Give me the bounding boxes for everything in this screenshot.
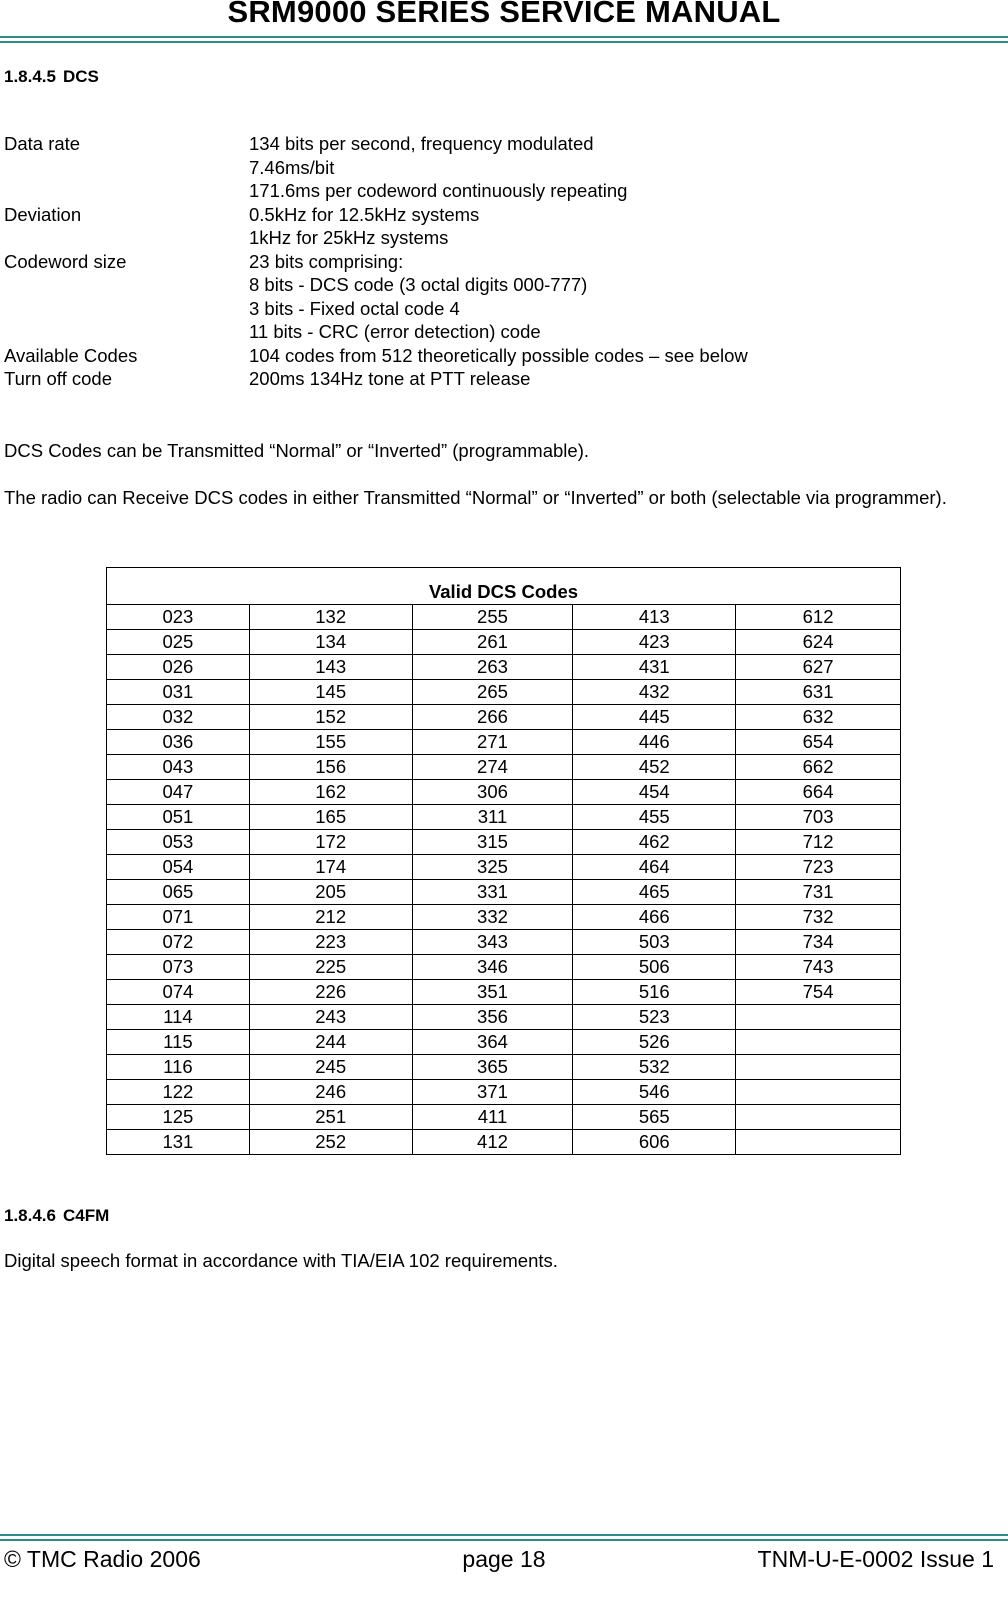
table-cell: 432	[573, 680, 736, 705]
table-row	[107, 680, 901, 705]
table-row	[107, 730, 901, 755]
table-cell: 245	[249, 1055, 412, 1080]
table-row	[107, 980, 901, 1005]
section-heading-dcs	[4, 67, 99, 87]
table-cell: 356	[412, 1005, 573, 1030]
table-cell: 223	[249, 930, 412, 955]
table-cell: 072	[107, 930, 250, 955]
table-cell: 115	[107, 1030, 250, 1055]
table-cell: 132	[249, 605, 412, 630]
table-cell: 364	[412, 1030, 573, 1055]
table-row	[107, 905, 901, 930]
table-cell: 174	[249, 855, 412, 880]
table-cell: 632	[736, 705, 901, 730]
table-row	[107, 830, 901, 855]
spec-value: 23 bits comprising:	[249, 250, 404, 272]
table-row	[107, 605, 901, 630]
table-cell: 343	[412, 930, 573, 955]
table-cell: 466	[573, 905, 736, 930]
table-cell: 134	[249, 630, 412, 655]
table-cell: 664	[736, 780, 901, 805]
table-cell: 365	[412, 1055, 573, 1080]
table-row	[107, 930, 901, 955]
table-cell: 332	[412, 905, 573, 930]
spec-label-available-codes: Available Codes	[4, 344, 138, 366]
table-cell: 523	[573, 1005, 736, 1030]
table-cell: 731	[736, 880, 901, 905]
table-row	[107, 880, 901, 905]
table-cell: 546	[573, 1080, 736, 1105]
table-cell: 145	[249, 680, 412, 705]
table-cell: 516	[573, 980, 736, 1005]
table-cell: 413	[573, 605, 736, 630]
table-cell: 734	[736, 930, 901, 955]
table-cell: 261	[412, 630, 573, 655]
valid-dcs-codes-table	[106, 567, 901, 1155]
table-cell: 423	[573, 630, 736, 655]
spec-value: 7.46ms/bit	[249, 156, 335, 178]
table-cell: 712	[736, 830, 901, 855]
table-row	[107, 1130, 901, 1155]
table-cell: 462	[573, 830, 736, 855]
spec-value: 11 bits - CRC (error detection) code	[249, 321, 541, 342]
table-cell: 311	[412, 805, 573, 830]
table-cell: 071	[107, 905, 250, 930]
table-cell: 047	[107, 780, 250, 805]
table-cell: 464	[573, 855, 736, 880]
table-cell: 053	[107, 830, 250, 855]
table-cell: 073	[107, 955, 250, 980]
table-cell: 116	[107, 1055, 250, 1080]
footer-rule-top	[0, 1534, 1008, 1536]
table-row	[107, 705, 901, 730]
table-row	[107, 755, 901, 780]
table-cell: 244	[249, 1030, 412, 1055]
table-cell: 723	[736, 855, 901, 880]
table-body	[107, 605, 901, 1155]
table-cell: 162	[249, 780, 412, 805]
table-row	[107, 1030, 901, 1055]
table-cell: 036	[107, 730, 250, 755]
table-cell: 306	[412, 780, 573, 805]
table-cell: 662	[736, 755, 901, 780]
table-cell: 565	[573, 1105, 736, 1130]
spec-label-data-rate: Data rate	[4, 133, 81, 154]
section-number: 1.8.4.5	[4, 67, 56, 86]
header-rule-bottom	[0, 41, 1008, 43]
table-cell	[736, 1080, 901, 1105]
table-cell: 125	[107, 1105, 250, 1130]
table-cell: 612	[736, 605, 901, 630]
table-cell: 122	[107, 1080, 250, 1105]
table-cell: 026	[107, 655, 250, 680]
table-cell: 371	[412, 1080, 573, 1105]
table-cell: 532	[573, 1055, 736, 1080]
table-cell: 446	[573, 730, 736, 755]
table-cell: 051	[107, 805, 250, 830]
spec-value: 0.5kHz for 12.5kHz systems	[249, 203, 480, 225]
table-cell: 754	[736, 980, 901, 1005]
table-cell: 732	[736, 905, 901, 930]
table-cell: 156	[249, 755, 412, 780]
table-cell: 411	[412, 1105, 573, 1130]
table-cell	[736, 1030, 901, 1055]
table-cell: 172	[249, 830, 412, 855]
spec-label-codeword-size: Codeword size	[4, 250, 127, 272]
table-row	[107, 1080, 901, 1105]
table-cell	[736, 1005, 901, 1030]
table-cell: 506	[573, 955, 736, 980]
table-cell: 452	[573, 755, 736, 780]
table-cell: 331	[412, 880, 573, 905]
footer-page-number: page 18	[462, 1546, 546, 1572]
footer-copyright: © TMC Radio 2006	[4, 1546, 201, 1572]
table-cell: 455	[573, 805, 736, 830]
table-cell: 205	[249, 880, 412, 905]
table-cell: 351	[412, 980, 573, 1005]
table-caption: Valid DCS Codes	[107, 568, 901, 605]
section-title: DCS	[63, 67, 99, 86]
section-title: C4FM	[63, 1206, 110, 1225]
spec-value: 200ms 134Hz tone at PTT release	[249, 368, 531, 389]
table-row	[107, 1055, 901, 1080]
table-cell: 025	[107, 630, 250, 655]
table-cell: 212	[249, 905, 412, 930]
spec-value: 134 bits per second, frequency modulated	[249, 133, 594, 154]
table-row	[107, 855, 901, 880]
footer-document-id: TNM-U-E-0002 Issue 1	[757, 1546, 994, 1572]
table-cell: 023	[107, 605, 250, 630]
table-cell: 631	[736, 680, 901, 705]
table-cell: 131	[107, 1130, 250, 1155]
table-cell: 074	[107, 980, 250, 1005]
spec-value: 104 codes from 512 theoretically possible codes – see below	[249, 344, 748, 366]
table-cell: 743	[736, 955, 901, 980]
table-cell: 054	[107, 855, 250, 880]
table-cell: 251	[249, 1105, 412, 1130]
table-cell: 243	[249, 1005, 412, 1030]
table-cell: 271	[412, 730, 573, 755]
table-cell: 274	[412, 755, 573, 780]
table-cell: 265	[412, 680, 573, 705]
table-cell: 246	[249, 1080, 412, 1105]
table-cell: 031	[107, 680, 250, 705]
table-cell: 325	[412, 855, 573, 880]
table-cell: 526	[573, 1030, 736, 1055]
table-cell	[736, 1055, 901, 1080]
table-cell: 266	[412, 705, 573, 730]
header-rule-top	[0, 36, 1008, 38]
spec-label-deviation: Deviation	[4, 203, 82, 225]
table-cell: 445	[573, 705, 736, 730]
table-cell: 263	[412, 655, 573, 680]
table-row	[107, 1005, 901, 1030]
paragraph-receive-mode: The radio can Receive DCS codes in either Transmitted “Normal” or “Inverted” or both (selectable via programmer).	[4, 487, 947, 508]
table-cell	[736, 1105, 901, 1130]
table-cell: 503	[573, 930, 736, 955]
table-cell: 431	[573, 655, 736, 680]
table-cell: 454	[573, 780, 736, 805]
table-cell: 152	[249, 705, 412, 730]
c4fm-description: Digital speech format in accordance with TIA/EIA 102 requirements.	[4, 1250, 558, 1271]
table-cell: 032	[107, 705, 250, 730]
table-cell: 043	[107, 755, 250, 780]
table-cell: 155	[249, 730, 412, 755]
table-cell: 654	[736, 730, 901, 755]
footer-rule-bottom	[0, 1539, 1008, 1541]
spec-value: 171.6ms per codeword continuously repeating	[249, 180, 628, 201]
table-cell: 465	[573, 880, 736, 905]
table-cell: 252	[249, 1130, 412, 1155]
table-row	[107, 780, 901, 805]
table-cell: 165	[249, 805, 412, 830]
table-cell: 225	[249, 955, 412, 980]
table-cell: 412	[412, 1130, 573, 1155]
section-number: 1.8.4.6	[4, 1206, 56, 1225]
spec-value: 1kHz for 25kHz systems	[249, 227, 449, 248]
spec-value: 3 bits - Fixed octal code 4	[249, 297, 460, 319]
table-cell: 627	[736, 655, 901, 680]
table-cell	[736, 1130, 901, 1155]
manual-title: SRM9000 SERIES SERVICE MANUAL	[227, 0, 781, 29]
table-cell: 346	[412, 955, 573, 980]
table-cell: 624	[736, 630, 901, 655]
table-cell: 143	[249, 655, 412, 680]
table-row	[107, 630, 901, 655]
paragraph-transmit-mode: DCS Codes can be Transmitted “Normal” or “Inverted” (programmable).	[4, 440, 589, 461]
table-row	[107, 805, 901, 830]
table-cell: 703	[736, 805, 901, 830]
table-cell: 255	[412, 605, 573, 630]
spec-label-turn-off-code: Turn off code	[4, 368, 112, 389]
table-cell: 315	[412, 830, 573, 855]
table-cell: 606	[573, 1130, 736, 1155]
table-cell: 065	[107, 880, 250, 905]
table-row	[107, 1105, 901, 1130]
table-row	[107, 655, 901, 680]
table-cell: 226	[249, 980, 412, 1005]
spec-value: 8 bits - DCS code (3 octal digits 000-777)	[249, 274, 588, 295]
table-cell: 114	[107, 1005, 250, 1030]
section-heading-c4fm	[4, 1206, 109, 1226]
table-row	[107, 955, 901, 980]
